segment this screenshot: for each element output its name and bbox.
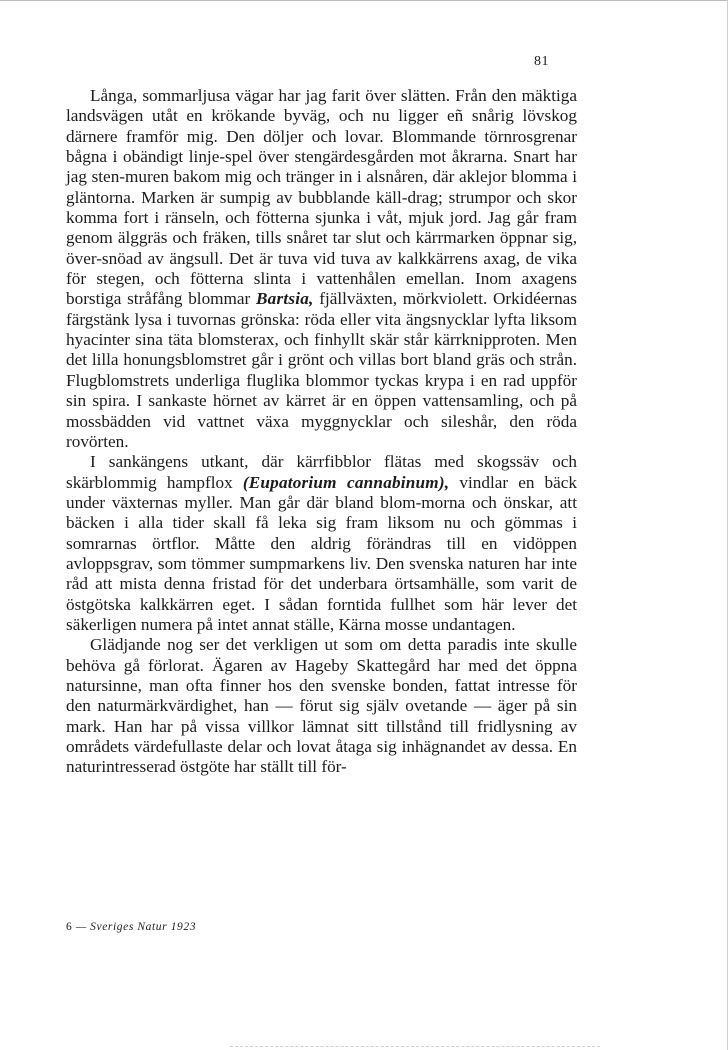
paragraph	[66, 86, 577, 452]
paragraph	[66, 635, 577, 777]
species-name-italic: (Eupatorium cannabinum),	[242, 472, 450, 492]
page-number: 81	[534, 54, 549, 69]
footer-sheet-number: 6	[66, 921, 73, 933]
footer-signature	[66, 921, 196, 933]
paragraph-text: I sankängens utkant, där kärrfibblor flätas med skogssäv och skärblommig hampflox	[66, 452, 577, 492]
species-name-italic: Bartsia,	[256, 289, 314, 309]
body-text	[66, 86, 577, 778]
paragraph	[66, 452, 577, 635]
paragraph-text: vindlar en bäck under växternas myller. Man går där bland blom-morna och önskar, att bäcken i alla tider skall få leka sig fram liksom nu och gömmas i somrarnas örtflor. Måtte den aldrig förändras till en vidöppen avloppsgrav, som tömmer sumpmarkens liv. Den svenska naturen har inte råd att mista denna fristad för det underbara örtsamhälle, som varit de östgötska kalkkärren eget. I sådan forntida fullhet som här lever det säkerligen numera på intet annat ställe, Kärna mosse undantagen.	[66, 472, 577, 634]
paragraph-text: fjällväxten, mörkviolett. Orkidéernas färgstänk lysa i tuvornas grönska: röda eller vita ängsnycklar lyfta liksom hyacinter sina täta blomsterax, och finhyllt skär står kärrknipproten. Men det lilla honungsblomstret går i grönt och villas bort bland gräs och strån. Flugblomstrets underliga fluglika blommor tyckas krypa i en rad uppför sin spira. I sankaste hörnet av kärret är en öppen vattensamling, och på mossbädden vid vattnet växa myggnycklar och sileshår, den röda rovörten.	[66, 289, 577, 451]
footer-title: Sveriges Natur 1923	[90, 921, 197, 933]
footer-dash: —	[72, 921, 91, 933]
paragraph-text: Långa, sommarljusa vägar har jag farit över slätten. Från den mäktiga landsvägen utåt en krökande byväg, och nu ligger eñ snårig lövskog därnere framför mig. Den döljer och lovar. Blommande törnrosgrenar bågna i obändigt linje-spel över stengärdesgården mot åkrarna. Snart har jag sten-muren bakom mig och tränger in i alsnåren, där aklejor blomma i gläntorna. Marken är sumpig av bubblande käll-drag; strumpor och skor komma fort i ränseln, och fötterna sjunka i våt, mjuk jord. Jag går fram genom älggräs och fräken, tills snåret tar slut och kärrmarken öppnar sig, över-snöad av ängsull. Det är tuva vid tuva av kalkkärrens axag, de vika för stegen, och fötterna slinta i vattenhålen emellan. Inom axagens borstiga stråfång blommar	[66, 86, 577, 309]
page-top-edge	[0, 0, 728, 1]
scan-bottom-mark	[230, 1046, 600, 1048]
paragraph-text: Glädjande nog ser det verkligen ut som om detta paradis inte skulle behöva gå förlorat. Ägaren av Hageby Skattegård har med det öppna natursinne, man ofta finner hos den svenske bonden, fattat intresse för den naturmärkvärdighet, han — förut sig själv ovetande — äger på sin mark. Han har på vissa villkor lämnat sitt tillstånd till fridlysning av områdets värdefullaste delar och lovat åtaga sig inhägnandet av dessa. En naturintresserad östgöte har ställt till för-	[66, 635, 577, 777]
